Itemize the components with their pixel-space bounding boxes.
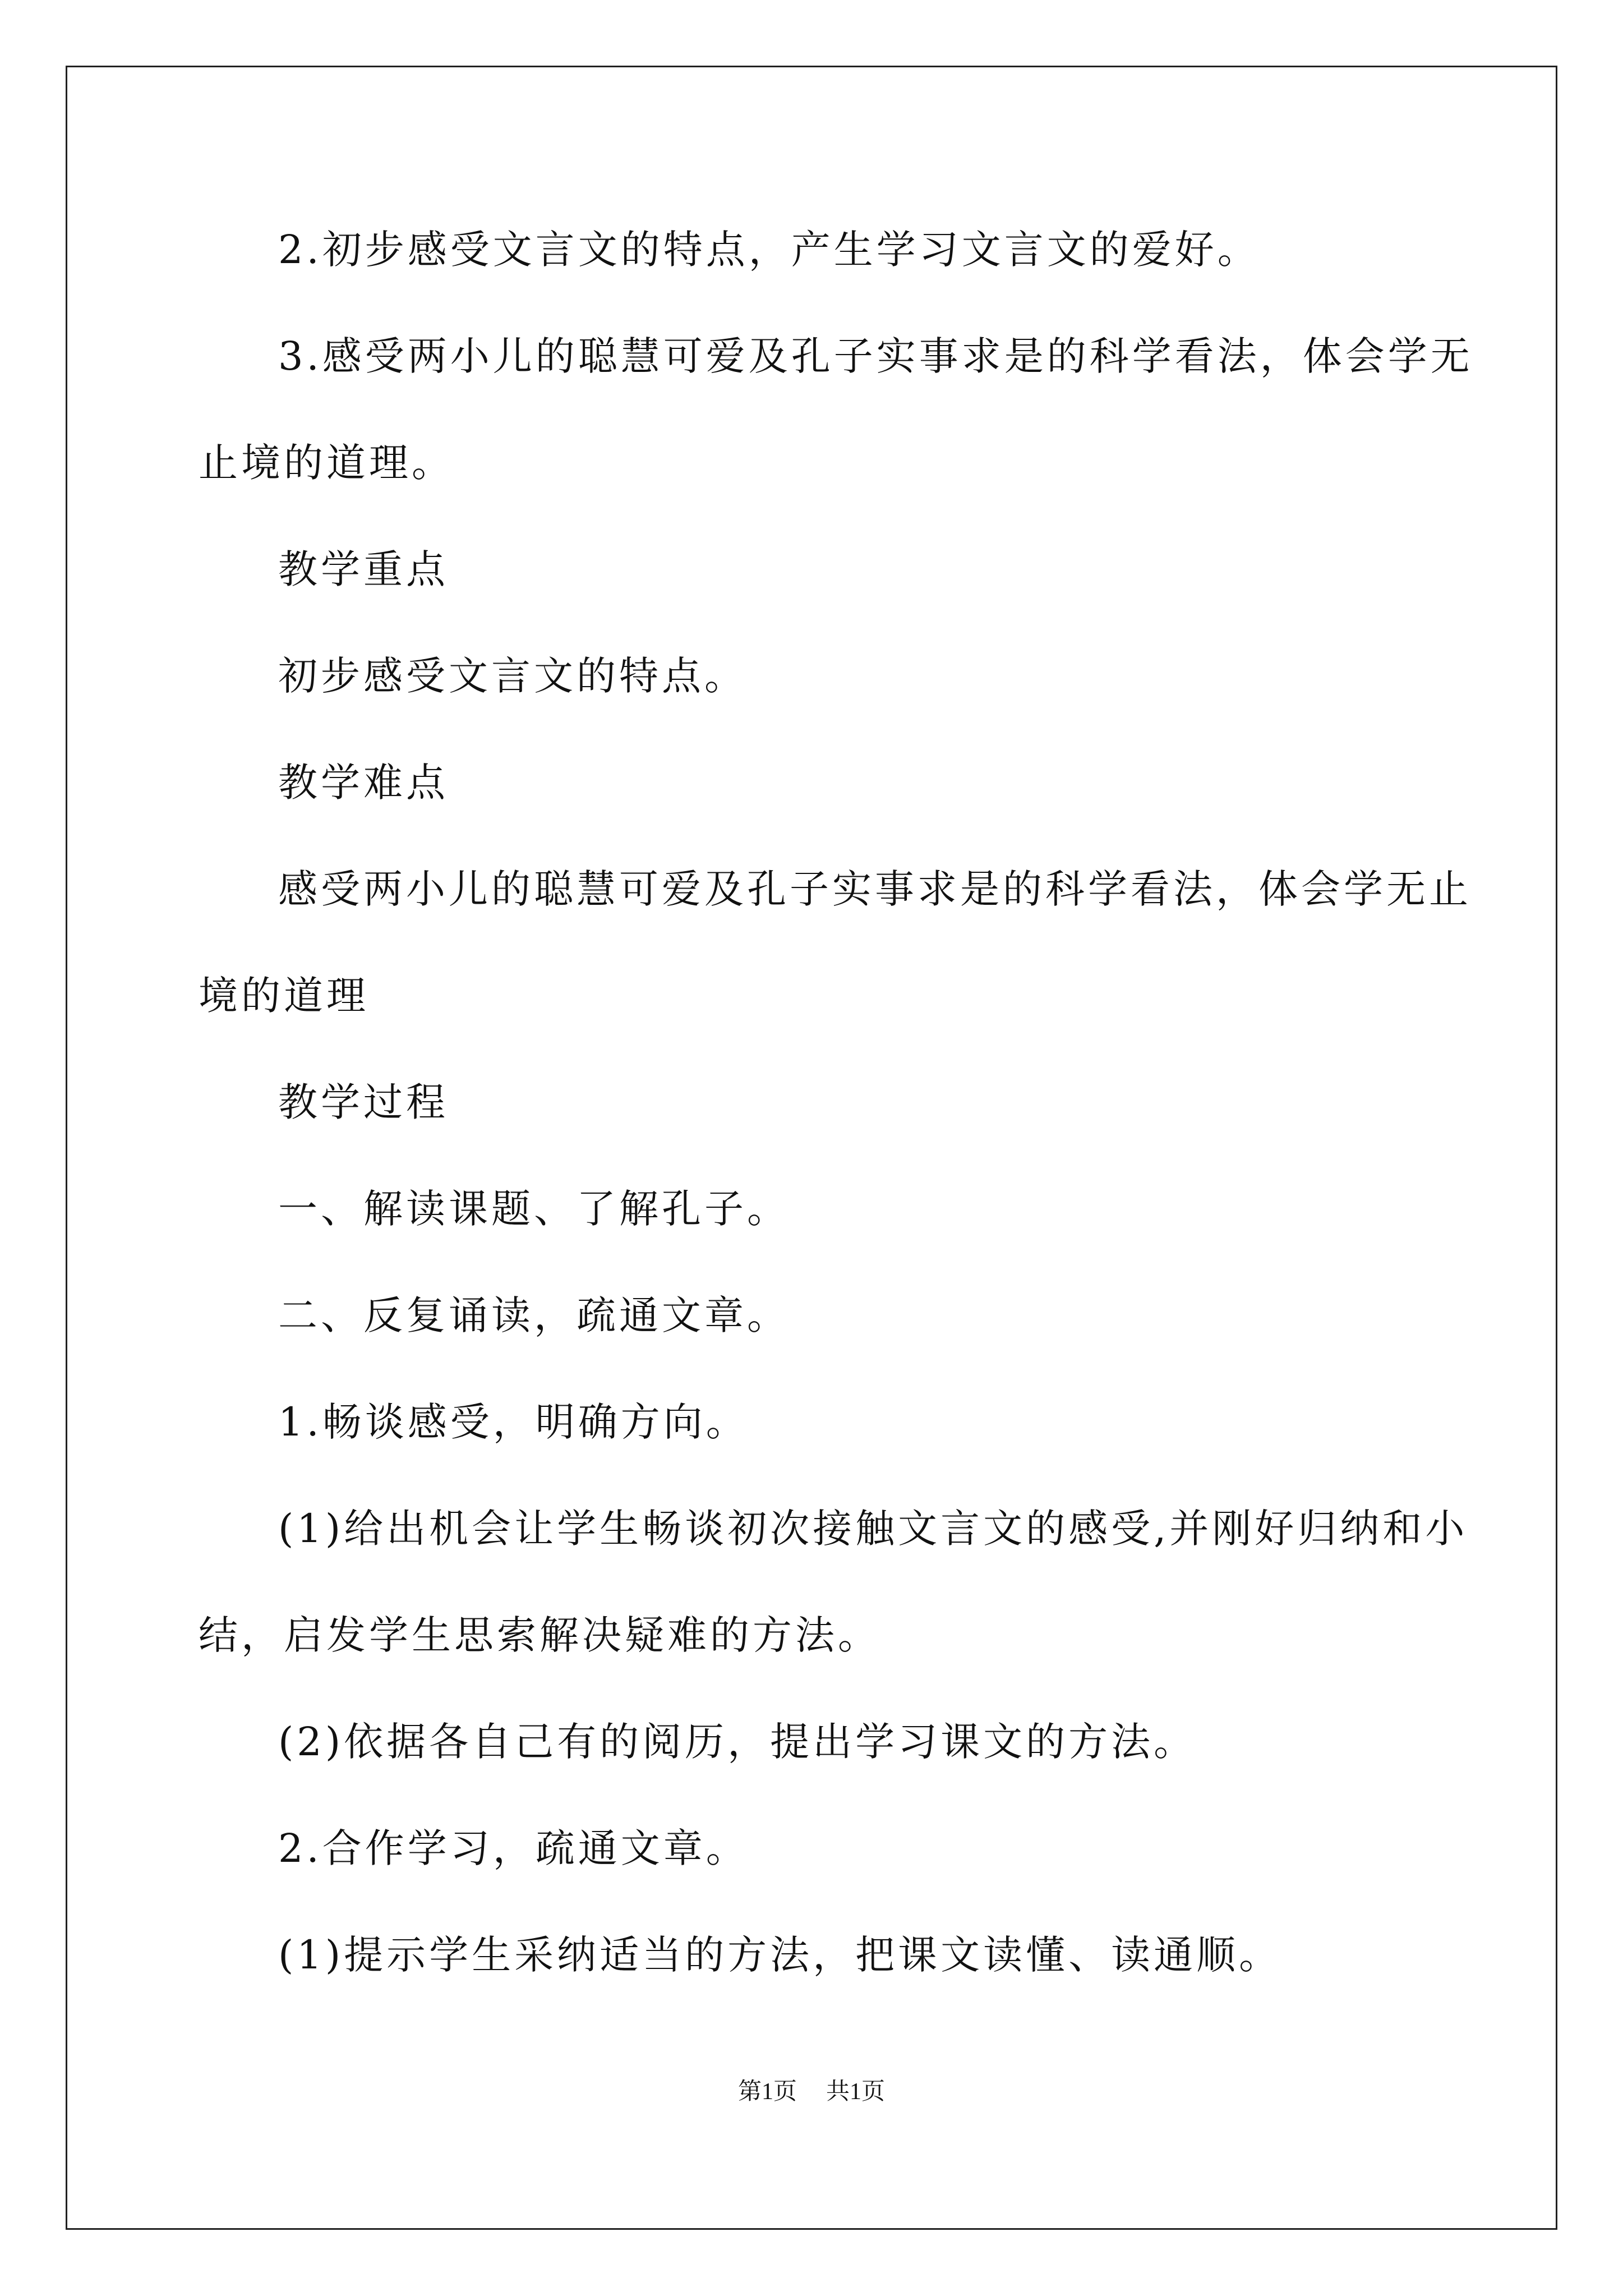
page-footer	[0, 2080, 1623, 2104]
substep-2: 2.合作学习，疏通文章。	[278, 1825, 749, 1871]
difficult-points-text: 感受两小儿的聪慧可爱及孔子实事求是的科学看法，体会学无止	[278, 866, 1472, 912]
process-step-1: 一、解读课题、了解孔子。	[278, 1186, 790, 1232]
objective-line-3: 3.感受两小儿的聪慧可爱及孔子实事求是的科学看法，体会学无	[278, 333, 1473, 379]
substep-1-item-1: (1)给出机会让学生畅谈初次接触文言文的感受,并刚好归纳和小	[278, 1506, 1468, 1552]
objective-line-3-continued: 止境的道理。	[199, 440, 454, 486]
substep-1-item-1-continued: 结，启发学生思索解决疑难的方法。	[199, 1612, 880, 1658]
substep-1-item-2: (2)依据各自己有的阅历，提出学习课文的方法。	[278, 1719, 1197, 1765]
page-total: 共1页	[826, 2079, 886, 2105]
page-border	[66, 66, 1557, 2230]
objective-line-2: 2.初步感受文言文的特点，产生学习文言文的爱好。	[278, 227, 1260, 273]
key-points-text: 初步感受文言文的特点。	[278, 653, 747, 699]
heading-key-points: 教学重点	[278, 546, 449, 592]
difficult-points-text-continued: 境的道理	[199, 973, 369, 1019]
substep-1: 1.畅谈感受，明确方向。	[278, 1399, 749, 1445]
heading-teaching-process: 教学过程	[278, 1079, 449, 1125]
heading-difficult-points: 教学难点	[278, 760, 449, 806]
page-number: 第1页	[737, 2079, 797, 2105]
substep-2-item-1: (1)提示学生采纳适当的方法，把课文读懂、读通顺。	[278, 1932, 1282, 1978]
process-step-2: 二、反复诵读，疏通文章。	[278, 1292, 790, 1338]
